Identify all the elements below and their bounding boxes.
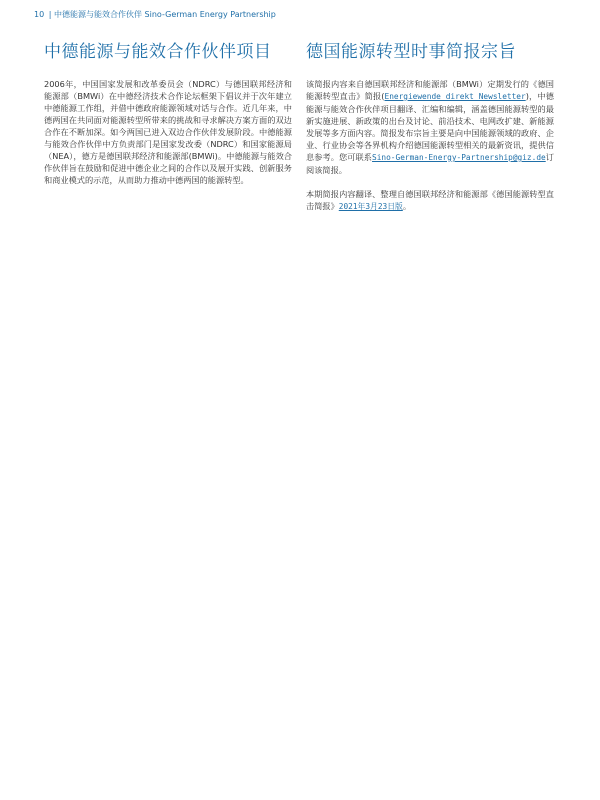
paragraph-2-text-a: 本期简报内容翻译、整理自德国联邦经济和能源部《德国能源转型直击简报》 <box>306 189 554 211</box>
left-column-body: 2006年，中国国家发展和改革委员会（NDRC）与德国联邦经济和能源部（BMWi）在中德经济技术合作论坛框架下倡议并于次年建立中德能源工作组，并借中德政府能源领域对话与合作。近几年来，中德两国在共同面对能源转型所带来的挑战和寻求解决方案方面的双边合作在不断加深。如今两国已进入双边合作伙伴发展阶段。中德能源与能效合作伙伴中方负责部门是国家发改委（NDRC）和国家能源局（NEA），德方是德国联邦经济和能源部(BMWi)。中德能源与能效合作伙伴旨在鼓励和促进中德企业之间的合作以及展开实践、创新服务和商业模式的示范，从而助力推动中德两国的能源转型。 <box>44 79 292 185</box>
right-column-paragraph-2 <box>306 188 554 213</box>
header-title: 中德能源与能效合作伙伴 Sino-German Energy Partnership <box>53 10 276 19</box>
paragraph-1-text-a: 该简报内容来自德国联邦经济和能源部（BMWi）定期发行的《德国能源转型直击》简报( <box>306 79 554 101</box>
right-column <box>306 40 554 225</box>
left-column-title: 中德能源与能效合作伙伴项目 <box>44 42 272 62</box>
right-column-title: 德国能源转型时事简报宗旨 <box>306 42 516 62</box>
paragraph-1-text-c: 订阅该简报。 <box>306 152 554 175</box>
page-number: 10 <box>34 10 45 19</box>
header-separator: | <box>48 10 52 19</box>
left-column <box>44 40 292 198</box>
paragraph-2-text-b: 。 <box>402 201 412 211</box>
newsletter-link[interactable]: Energiewende direkt Newsletter <box>384 92 526 101</box>
email-link[interactable]: Sino-German-Energy-Partnership@giz.de <box>372 153 546 162</box>
page-header <box>34 9 276 21</box>
right-column-paragraph-1 <box>306 78 554 176</box>
paragraph-1-text-b: )，中德能源与能效合作伙伴项目翻译、汇编和编辑，涵盖德国能源转型的最新实施进展、新政策的出台及讨论、前沿技术、电网改扩建、新能源发展等多方面内容。简报发布宗旨主要是向中国能源领域的政府、企业、行业协会等各界机构介绍德国能源转型相关的最新资讯，提供信息参考。您可联系 <box>306 91 554 162</box>
date-link[interactable]: 2021年3月23日版 <box>338 202 403 211</box>
